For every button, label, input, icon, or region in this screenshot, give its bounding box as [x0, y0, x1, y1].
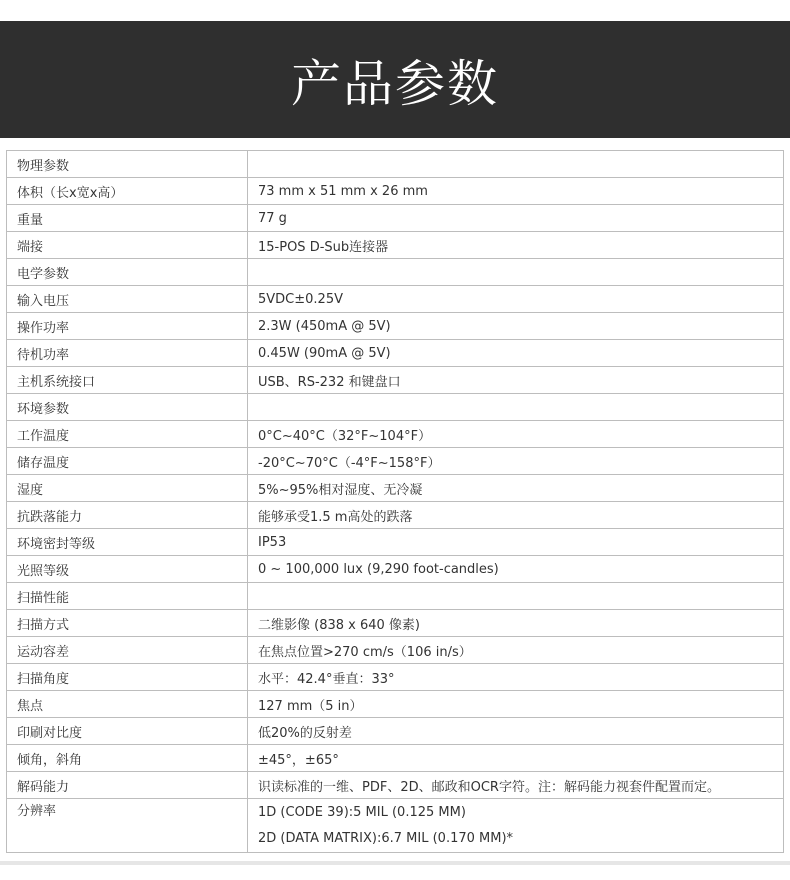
spec-value: 2.3W (450mA @ 5V): [248, 313, 784, 340]
table-row: [7, 205, 784, 232]
spec-label: 扫描角度: [7, 664, 248, 691]
spec-label: 电学参数: [7, 259, 248, 286]
spec-value: 5VDC±0.25V: [248, 286, 784, 313]
table-row: [7, 772, 784, 799]
spec-label: 抗跌落能力: [7, 502, 248, 529]
table-row: [7, 664, 784, 691]
table-row: [7, 529, 784, 556]
spec-label: 环境密封等级: [7, 529, 248, 556]
spec-value: 识读标准的一维、PDF、2D、邮政和OCR字符。注：解码能力视套件配置而定。: [248, 772, 784, 799]
spec-label: 扫描性能: [7, 583, 248, 610]
table-row: [7, 502, 784, 529]
spec-label: 输入电压: [7, 286, 248, 313]
spec-value: IP53: [248, 529, 784, 556]
spec-label: 物理参数: [7, 151, 248, 178]
table-row: [7, 745, 784, 772]
table-row: [7, 286, 784, 313]
spec-value: 0 ~ 100,000 lux (9,290 foot-candles): [248, 556, 784, 583]
spec-value: [248, 583, 784, 610]
spec-label: 印刷对比度: [7, 718, 248, 745]
spec-label: 主机系统接口: [7, 367, 248, 394]
divider: [0, 861, 790, 865]
spec-label: 储存温度: [7, 448, 248, 475]
spec-value: 二维影像 (838 x 640 像素): [248, 610, 784, 637]
table-row: [7, 691, 784, 718]
table-row: [7, 448, 784, 475]
spec-label: 倾角，斜角: [7, 745, 248, 772]
spec-label: 待机功率: [7, 340, 248, 367]
spec-value: [248, 151, 784, 178]
table-row-resolution: [7, 799, 784, 853]
table-row: [7, 583, 784, 610]
resolution-2d: 2D (DATA MATRIX):6.7 MIL (0.170 MM)*: [258, 830, 514, 846]
table-row: [7, 367, 784, 394]
table-row: [7, 313, 784, 340]
spec-label: 湿度: [7, 475, 248, 502]
table-row: [7, 718, 784, 745]
spec-value: [248, 394, 784, 421]
spec-value: 在焦点位置>270 cm/s（106 in/s）: [248, 637, 784, 664]
table-row: [7, 556, 784, 583]
spec-label: 重量: [7, 205, 248, 232]
spec-value: 77 g: [248, 205, 784, 232]
spec-label: [7, 799, 248, 853]
spec-label: 运动容差: [7, 637, 248, 664]
table-row: [7, 340, 784, 367]
spec-label: 体积（长x宽x高）: [7, 178, 248, 205]
spec-label: 解码能力: [7, 772, 248, 799]
spec-label: 光照等级: [7, 556, 248, 583]
spec-value: 0.45W (90mA @ 5V): [248, 340, 784, 367]
spec-value: 5%~95%相对湿度、无冷凝: [248, 475, 784, 502]
spec-value: [248, 799, 784, 853]
spec-value: 127 mm（5 in）: [248, 691, 784, 718]
resolution-label: 分辨率: [17, 804, 57, 819]
page-title: 产品参数: [291, 54, 499, 113]
table-row: [7, 259, 784, 286]
spec-label: 端接: [7, 232, 248, 259]
spec-value: -20°C~70°C（-4°F~158°F）: [248, 448, 784, 475]
spec-value: [248, 259, 784, 286]
table-row: [7, 232, 784, 259]
table-row: [7, 610, 784, 637]
spec-label: 焦点: [7, 691, 248, 718]
spec-value: 15-POS D-Sub连接器: [248, 232, 784, 259]
spec-label: 环境参数: [7, 394, 248, 421]
spec-label: 工作温度: [7, 421, 248, 448]
spec-value: 0°C~40°C（32°F~104°F）: [248, 421, 784, 448]
spec-value: 低20%的反射差: [248, 718, 784, 745]
spec-table: [6, 150, 784, 853]
table-row: [7, 394, 784, 421]
spec-label: 操作功率: [7, 313, 248, 340]
table-row: [7, 637, 784, 664]
spec-label: 扫描方式: [7, 610, 248, 637]
table-row: [7, 151, 784, 178]
spec-value: ±45°，±65°: [248, 745, 784, 772]
spec-value: 73 mm x 51 mm x 26 mm: [248, 178, 784, 205]
spec-value: 水平：42.4°垂直：33°: [248, 664, 784, 691]
table-row: [7, 421, 784, 448]
table-row: [7, 475, 784, 502]
spec-value: USB、RS-232 和键盘口: [248, 367, 784, 394]
header-banner: [0, 21, 790, 138]
resolution-1d: 1D (CODE 39):5 MIL (0.125 MM): [258, 804, 466, 820]
table-row: [7, 178, 784, 205]
spec-value: 能够承受1.5 m高处的跌落: [248, 502, 784, 529]
